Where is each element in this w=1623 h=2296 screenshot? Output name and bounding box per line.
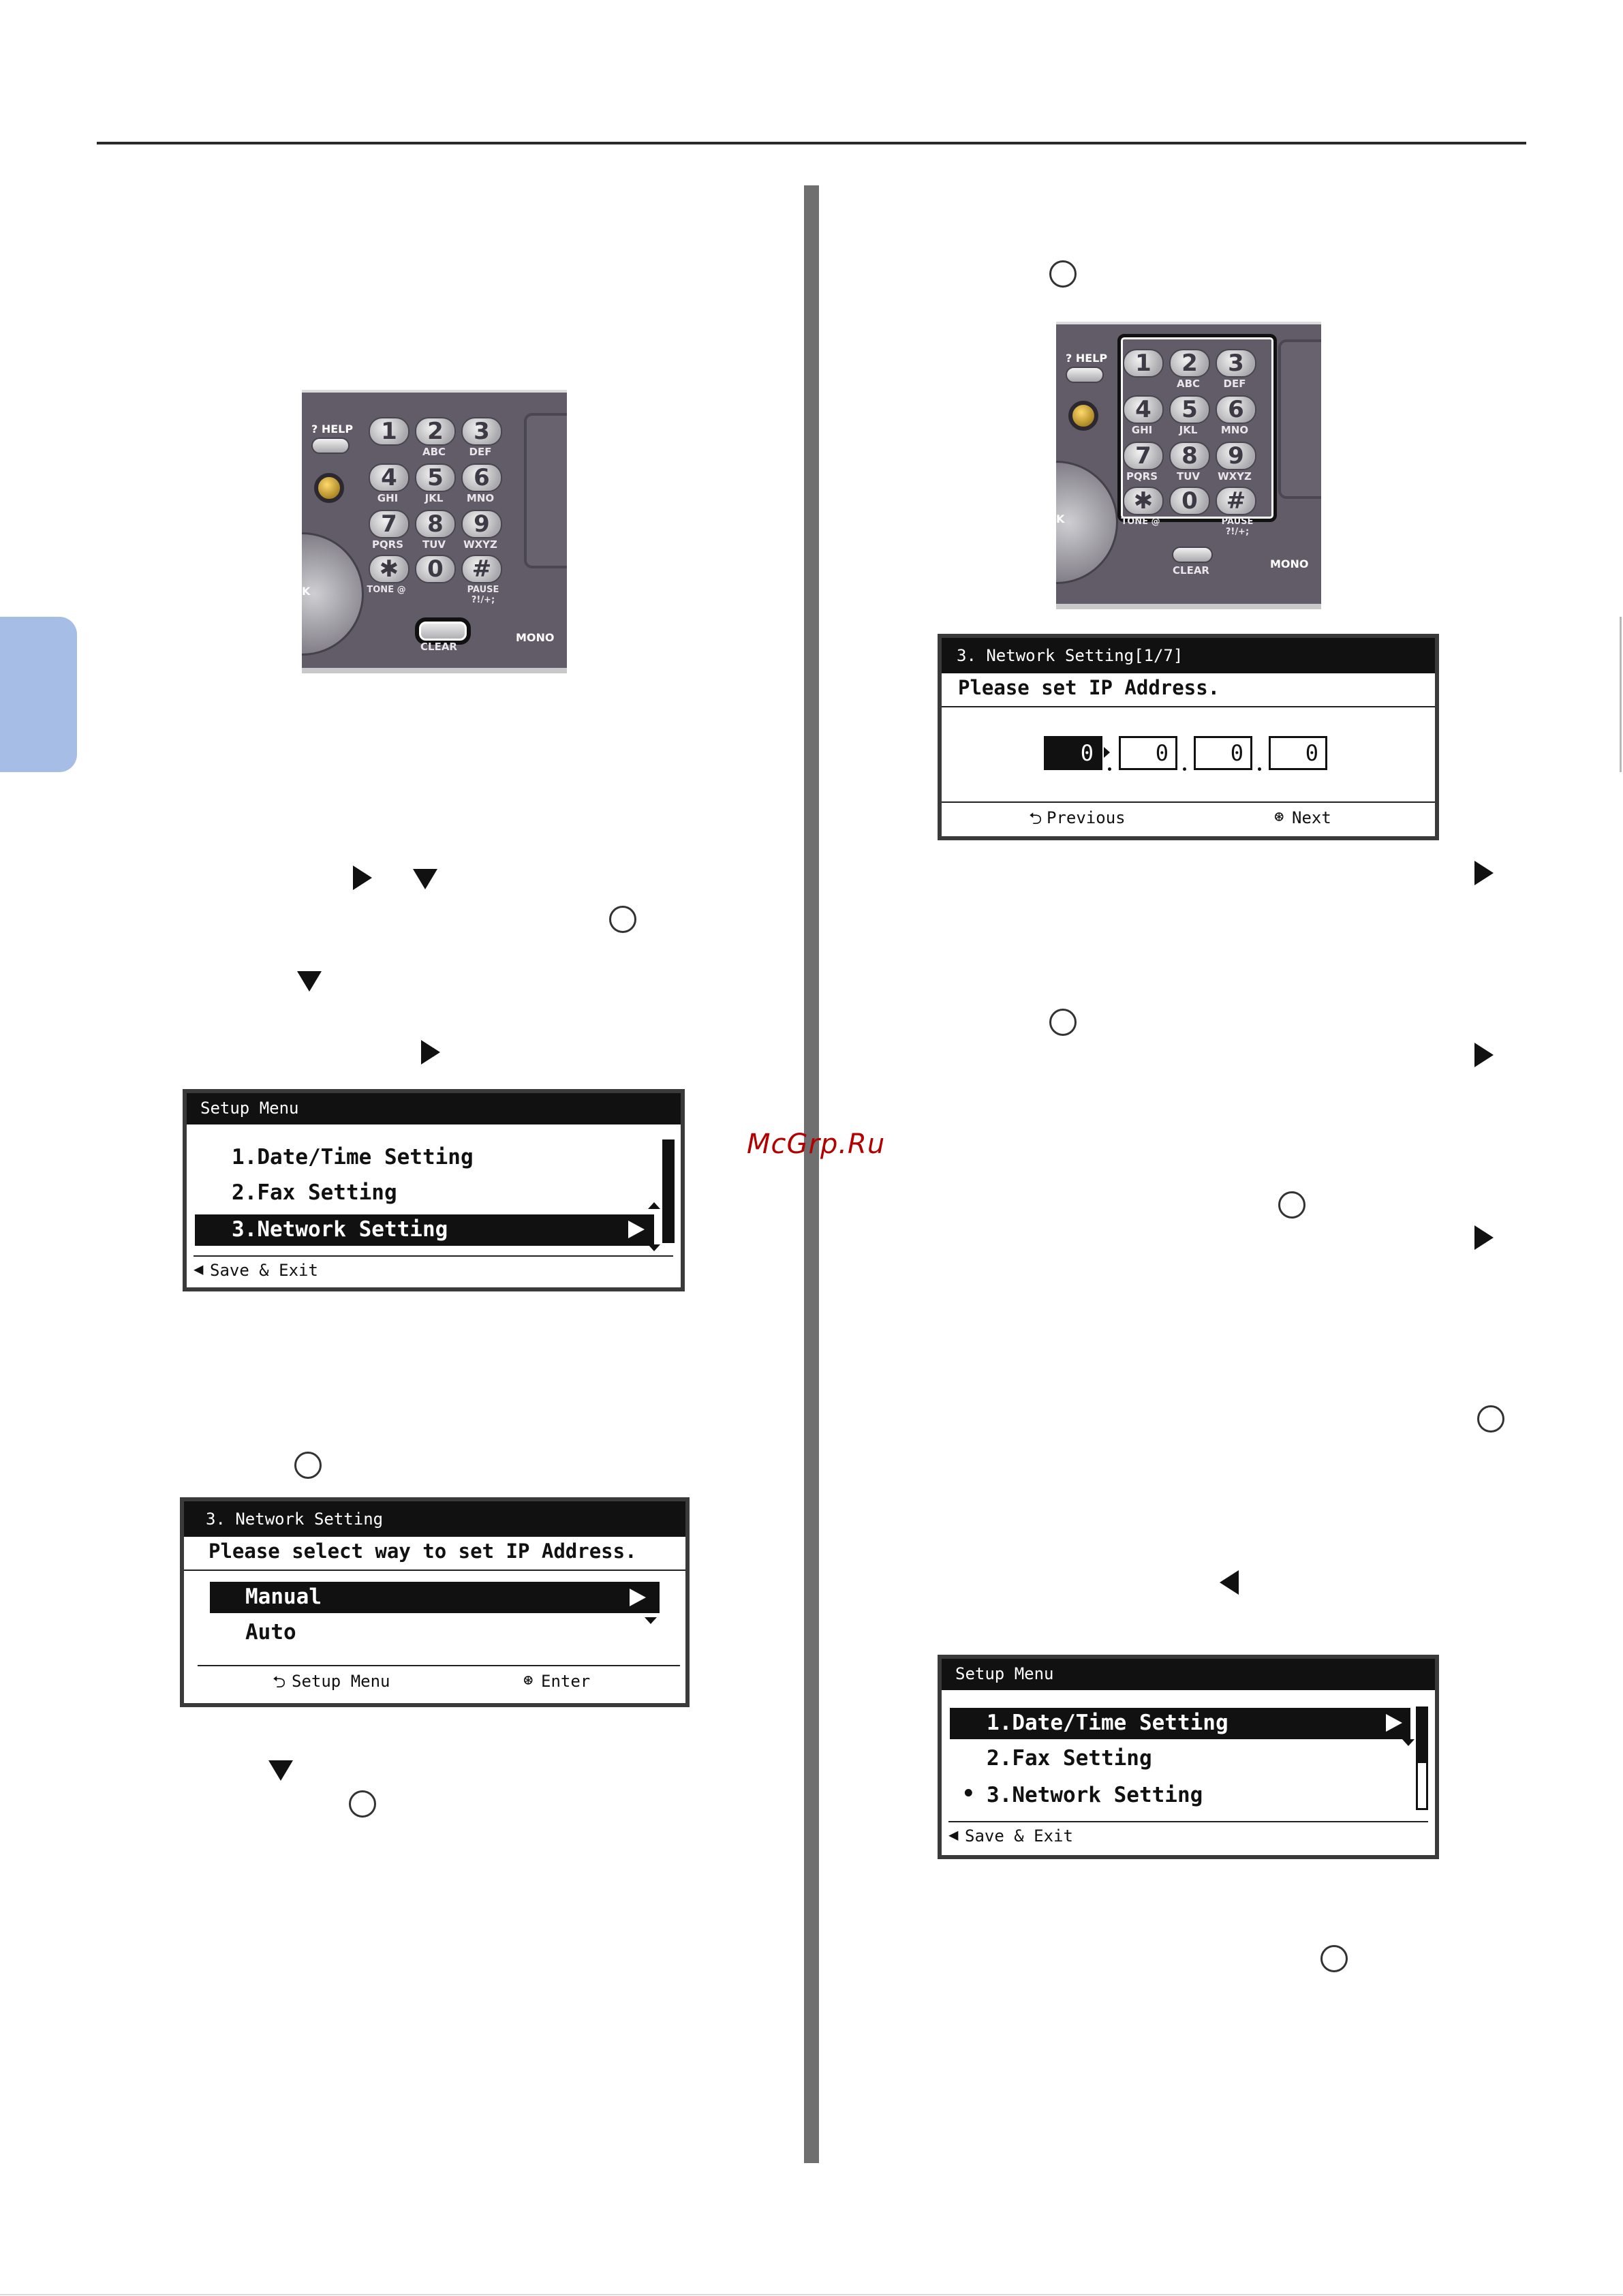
key-letters-8: TUV [422, 538, 446, 551]
key-letters-2: ABC [422, 446, 446, 458]
tone-label: TONE @ [1121, 517, 1160, 527]
column-divider [804, 185, 819, 2163]
key-9[interactable]: 9 [461, 510, 502, 538]
key-12[interactable]: # [461, 555, 502, 583]
lcd-title: 3. Network Setting[1/7] [957, 646, 1184, 665]
left-arrow-icon [1220, 1570, 1239, 1595]
footer-rule [0, 2294, 1623, 2295]
keypad-photo-numbers [1056, 322, 1321, 609]
footer-save-exit: Save & Exit [965, 1826, 1073, 1846]
lcd-prompt: Please set IP Address. [958, 676, 1220, 699]
help-button[interactable] [311, 438, 350, 454]
lcd-title: 3. Network Setting [206, 1510, 384, 1529]
key-5[interactable]: 5 [415, 463, 456, 492]
ok-button-icon [1049, 260, 1077, 288]
option-manual[interactable]: Manual [245, 1585, 322, 1609]
display-panel-edge [524, 413, 567, 568]
submenu-arrow-icon [630, 1589, 646, 1606]
ip-octet-2[interactable]: 0 [1119, 736, 1177, 770]
key-5[interactable]: 5 [1169, 395, 1210, 424]
menu-item-date-time[interactable]: 1.Date/Time Setting [987, 1711, 1228, 1735]
down-arrow-icon [268, 1760, 293, 1781]
lcd-setup-menu [183, 1089, 685, 1291]
footer-save-exit: Save & Exit [210, 1261, 318, 1280]
help-label: ? HELP [1066, 352, 1108, 365]
ok-button-icon [1049, 1009, 1077, 1036]
key-3[interactable]: 3 [461, 417, 502, 446]
key-11[interactable]: 0 [415, 555, 456, 583]
help-label: ? HELP [311, 423, 354, 435]
footer-next: Next [1292, 808, 1331, 827]
right-arrow-icon [421, 1040, 440, 1065]
scroll-down-icon [645, 1617, 657, 1624]
right-arrow-icon [1474, 1043, 1494, 1067]
down-arrow-icon [413, 869, 437, 889]
key-3[interactable]: 3 [1216, 349, 1256, 378]
menu-item-fax[interactable]: 2.Fax Setting [232, 1180, 397, 1205]
key-6[interactable]: 6 [461, 463, 502, 492]
key-9[interactable]: 9 [1216, 442, 1256, 470]
ip-octet-4[interactable]: 0 [1269, 736, 1327, 770]
key-8[interactable]: 8 [1169, 442, 1210, 470]
clear-label: CLEAR [1173, 564, 1209, 577]
navigation-dial [302, 532, 364, 656]
footer-ok-icon: ⊛ [523, 1670, 534, 1689]
right-arrow-icon [1474, 1225, 1494, 1250]
key-letters-8: TUV [1176, 470, 1201, 483]
footer-previous: Previous [1047, 808, 1126, 827]
chapter-tab [0, 617, 77, 772]
key-1[interactable]: 1 [1123, 349, 1164, 378]
clear-label: CLEAR [420, 641, 457, 653]
ip-octet-3[interactable]: 0 [1194, 736, 1252, 770]
lcd-setup-menu-return [938, 1655, 1439, 1859]
page-edge-mark [1620, 617, 1622, 772]
key-4[interactable]: 4 [1123, 395, 1164, 424]
footer-back-icon: ◀ [194, 1259, 204, 1279]
key-6[interactable]: 6 [1216, 395, 1256, 424]
ok-button-icon [1477, 1405, 1504, 1433]
ok-label: K [1056, 512, 1065, 525]
key-7[interactable]: 7 [369, 510, 409, 538]
option-auto[interactable]: Auto [245, 1620, 296, 1644]
key-letters-5: JKL [424, 492, 444, 504]
current-marker-icon: • [962, 1781, 975, 1806]
ip-octet-1[interactable]: 0 [1044, 736, 1102, 770]
octet-cursor-icon [1104, 747, 1110, 758]
menu-item-network[interactable]: 3.Network Setting [232, 1217, 448, 1242]
menu-item-fax[interactable]: 2.Fax Setting [987, 1746, 1152, 1771]
lcd-network-method [180, 1497, 690, 1707]
tone-label: TONE @ [367, 585, 406, 595]
key-12[interactable]: # [1216, 487, 1256, 515]
key-10[interactable]: ✱ [1123, 487, 1164, 515]
footer-ok-icon: ⊛ [1274, 807, 1284, 826]
pause-label: PAUSE ?!/+; [467, 585, 499, 605]
lcd-ip-address [938, 634, 1439, 840]
lcd-prompt: Please select way to set IP Address. [208, 1540, 637, 1563]
scrollbar[interactable] [1416, 1706, 1428, 1810]
header-rule [97, 142, 1526, 144]
navigation-dial [1056, 461, 1118, 584]
scroll-up-icon [648, 1202, 660, 1209]
key-11[interactable]: 0 [1169, 487, 1210, 515]
help-button[interactable] [1066, 367, 1104, 383]
scrollbar-thumb [1418, 1709, 1426, 1763]
start-button[interactable] [314, 473, 344, 503]
watermark-text: McGrp.Ru [747, 1129, 886, 1160]
right-arrow-icon [353, 866, 372, 890]
key-letters-5: JKL [1179, 424, 1198, 436]
mono-label: MONO [1270, 557, 1309, 570]
scroll-down-icon [648, 1244, 660, 1251]
key-2[interactable]: 2 [1169, 349, 1210, 378]
footer-back-icon: ⮌ [273, 1672, 286, 1692]
key-letters-3: DEF [1223, 378, 1246, 390]
key-letters-7: PQRS [371, 538, 404, 551]
lcd-title: Setup Menu [955, 1664, 1054, 1683]
scrollbar-thumb [664, 1142, 673, 1241]
pause-label: PAUSE ?!/+; [1221, 517, 1254, 537]
footer-back-icon: ⮌ [1029, 809, 1042, 828]
display-panel-edge [1278, 339, 1321, 499]
scrollbar[interactable] [662, 1139, 675, 1243]
menu-item-date-time[interactable]: 1.Date/Time Setting [232, 1145, 474, 1169]
ok-button-icon [349, 1790, 376, 1818]
right-arrow-icon [1474, 861, 1494, 885]
key-letters-6: MNO [466, 492, 495, 504]
footer-enter: Enter [541, 1672, 591, 1691]
lcd-title: Setup Menu [200, 1099, 299, 1118]
key-7[interactable]: 7 [1123, 442, 1164, 470]
keypad-photo-clear [302, 390, 567, 673]
key-letters-3: DEF [469, 446, 492, 458]
footer-back-icon: ◀ [948, 1825, 959, 1844]
key-letters-4: GHI [1131, 424, 1153, 436]
down-arrow-icon [297, 971, 322, 992]
key-2[interactable]: 2 [415, 417, 456, 446]
key-letters-7: PQRS [1126, 470, 1158, 483]
footer-setup-menu: Setup Menu [292, 1672, 390, 1691]
key-letters-4: GHI [377, 492, 399, 504]
key-8[interactable]: 8 [415, 510, 456, 538]
key-letters-9: WXYZ [1218, 470, 1252, 483]
ok-label: K [302, 585, 311, 598]
scroll-down-icon [1402, 1739, 1415, 1746]
submenu-arrow-icon [1386, 1714, 1402, 1732]
key-letters-6: MNO [1220, 424, 1249, 436]
key-10[interactable]: ✱ [369, 555, 409, 583]
ok-button-icon [294, 1452, 322, 1479]
submenu-arrow-icon [628, 1221, 645, 1238]
key-4[interactable]: 4 [369, 463, 409, 492]
mono-label: MONO [516, 631, 555, 644]
key-1[interactable]: 1 [369, 417, 409, 446]
key-letters-2: ABC [1176, 378, 1201, 390]
ok-button-icon [1320, 1945, 1348, 1972]
ok-button-icon [1278, 1191, 1305, 1219]
key-letters-9: WXYZ [463, 538, 497, 551]
start-button[interactable] [1068, 401, 1098, 431]
menu-item-network[interactable]: 3.Network Setting [987, 1783, 1203, 1807]
ok-button-icon [609, 906, 636, 933]
clear-button[interactable] [1172, 547, 1213, 563]
